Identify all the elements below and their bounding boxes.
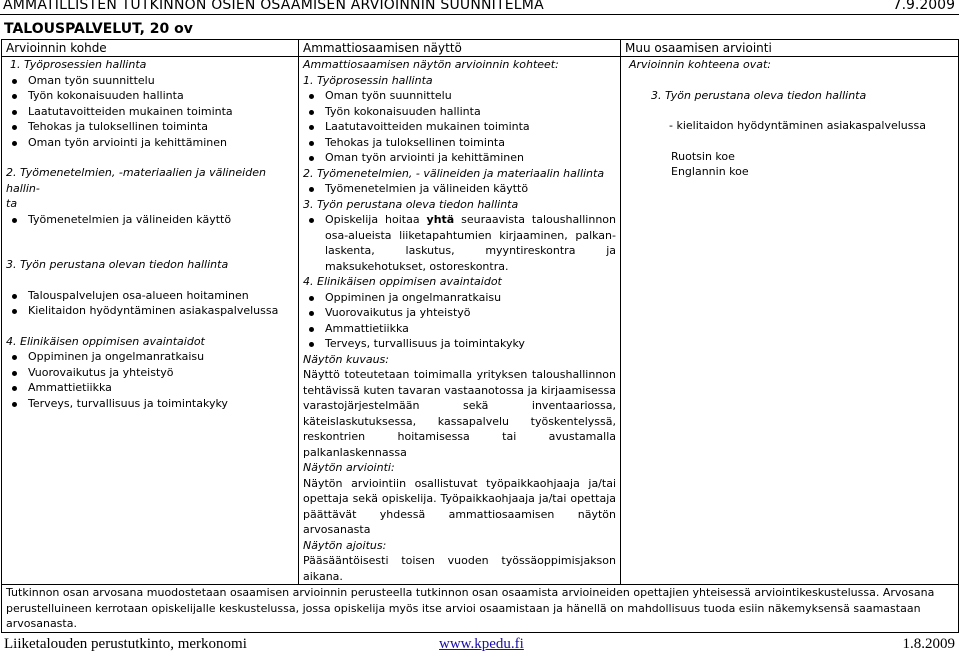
col3-lang1: Ruotsin koe bbox=[671, 149, 735, 163]
col3-intro: Arvioinnin kohteena ovat: bbox=[629, 58, 771, 71]
col1-s1-list bbox=[6, 73, 294, 151]
footer-date: 1.8.2009 bbox=[902, 636, 955, 652]
list-item: Oppiminen ja ongelmanratkaisu bbox=[6, 349, 294, 365]
document-title: AMMATILLISTEN TUTKINNON OSIEN OSAAMISEN ARVIOINNIN SUUNNITELMA bbox=[3, 0, 544, 13]
footer-degree: Liiketalouden perustutkinto, merkonomi bbox=[4, 636, 247, 652]
list-item: Tehokas ja tuloksellinen toiminta bbox=[6, 119, 294, 135]
list-item: Talouspalvelujen osa-alueen hoitaminen bbox=[6, 288, 294, 304]
col2-kuvaus-title: Näytön kuvaus: bbox=[303, 352, 389, 366]
list-item bbox=[303, 212, 616, 274]
col3-item-text: - kielitaidon hyödyntäminen asiakaspalvelussa bbox=[669, 119, 926, 132]
col2-s4-list bbox=[303, 290, 616, 352]
col2-arviointi-title: Näytön arviointi: bbox=[303, 461, 395, 474]
col3-item-title: 3. Työn perustana oleva tiedon hallinta bbox=[651, 88, 867, 102]
col2-s1-list bbox=[303, 88, 616, 166]
s3-item-pre: Opiskelija hoitaa bbox=[325, 213, 427, 226]
list-item: Kielitaidon hyödyntäminen asiakaspalvelussa bbox=[6, 303, 294, 319]
col1-s2-list bbox=[6, 212, 294, 228]
col1-s4-title: 4. Elinikäisen oppimisen avaintaidot bbox=[6, 334, 205, 348]
col-header-kohde: Arvioinnin kohde bbox=[2, 40, 299, 57]
list-item: Vuorovaikutus ja yhteistyö bbox=[6, 365, 294, 381]
list-item: Työn kokonaisuuden hallinta bbox=[6, 88, 294, 104]
col2-ajoitus-text: Pääsääntöisesti toisen vuoden työssäoppimisjakson aikana. bbox=[303, 554, 616, 583]
document-date: 7.9.2009 bbox=[892, 0, 955, 13]
list-item: Työn kokonaisuuden hallinta bbox=[303, 104, 616, 120]
list-item: Oman työn arviointi ja kehittäminen bbox=[6, 135, 294, 151]
list-item: Laatutavoitteiden mukainen toiminta bbox=[303, 119, 616, 135]
col1-cell bbox=[2, 57, 299, 585]
list-item: Oman työn arviointi ja kehittäminen bbox=[303, 150, 616, 166]
list-item: Laatutavoitteiden mukainen toiminta bbox=[6, 104, 294, 120]
list-item: Terveys, turvallisuus ja toimintakyky bbox=[303, 336, 616, 352]
col1-s3-list bbox=[6, 288, 294, 319]
col-header-naytto: Ammattiosaamisen näyttö bbox=[299, 40, 621, 57]
col2-ajoitus-title: Näytön ajoitus: bbox=[303, 538, 387, 552]
col-header-muu: Muu osaamisen arviointi bbox=[621, 40, 959, 57]
col2-s2-list bbox=[303, 181, 616, 197]
col1-s2-title: 2. Työmenetelmien, -materiaalien ja välineiden hallin- bbox=[6, 166, 266, 195]
list-item: Oman työn suunnittelu bbox=[6, 73, 294, 89]
col1-s3-title: 3. Työn perustana olevan tiedon hallinta bbox=[6, 258, 229, 271]
col3-cell bbox=[621, 57, 959, 585]
header-divider bbox=[0, 14, 959, 15]
table-content-row bbox=[2, 57, 959, 585]
col2-s4-title: 4. Elinikäisen oppimisen avaintaidot bbox=[303, 275, 502, 288]
col1-s4-list bbox=[6, 349, 294, 411]
list-item: Ammattietiikka bbox=[6, 380, 294, 396]
col3-lang2: Englannin koe bbox=[671, 165, 749, 178]
col2-cell bbox=[299, 57, 621, 585]
s3-item-post: seuraavista taloushallinnon osa-alueista liiketapahtumien kirjaaminen, palkan-laskenta, laskutus, myyntireskontra ja maksukehotukset, ostoreskontra. bbox=[325, 213, 616, 273]
footer-link[interactable]: www.kpedu.fi bbox=[439, 636, 524, 652]
list-item: Terveys, turvallisuus ja toimintakyky bbox=[6, 396, 294, 412]
list-item: Vuorovaikutus ja yhteistyö bbox=[303, 305, 616, 321]
module-title: TALOUSPALVELUT, 20 ov bbox=[4, 21, 193, 37]
list-item: Tehokas ja tuloksellinen toiminta bbox=[303, 135, 616, 151]
col2-s1-title: 1. Työprosessin hallinta bbox=[303, 73, 433, 87]
col1-s2-title-cont: ta bbox=[6, 197, 18, 210]
col2-s2-title: 2. Työmenetelmien, - välineiden ja materiaalin hallinta bbox=[303, 166, 605, 180]
list-item: Oppiminen ja ongelmanratkaisu bbox=[303, 290, 616, 306]
list-item: Oman työn suunnittelu bbox=[303, 88, 616, 104]
list-item: Työmenetelmien ja välineiden käyttö bbox=[6, 212, 294, 228]
grading-note: Tutkinnon osan arvosana muodostetaan osaamisen arvioinnin perusteella tutkinnon osan osaamista arvioineiden opettajien yhteisessä arviointikeskustelussa. Arvosana perustelluineen kerrotaan opiskelijalle keskustelussa, jossa opiskelija myös itse arvioi osaamistaan ja hänellä on mahdollisuus tuoda esiin näkemyksensä saamastaan arvosanasta. bbox=[2, 585, 959, 633]
col2-s3-title: 3. Työn perustana oleva tiedon hallinta bbox=[303, 197, 519, 211]
col1-s1-title: 1. Työprosessien hallinta bbox=[10, 58, 147, 71]
list-item: Ammattietiikka bbox=[303, 321, 616, 337]
col2-kuvaus-text: Näyttö toteutetaan toimimalla yrityksen taloushallinnon tehtävissä kuten tavaran vastaanotossa ja kirjaamisessa varastojärjestelmään sekä inventaariossa, käteislaskutuksessa, kassapalvelu työskentelyssä, reskontrien hoitamisessa tai avustamalla palkanlaskennassa bbox=[303, 368, 616, 459]
col2-arviointi-text: Näytön arviointiin osallistuvat työpaikkaohjaaja ja/tai opettaja sekä opiskelija. Työpaikkaohjaaja ja/tai opettaja päättävät yhdessä ammattiosaamisen näytön arvosanasta bbox=[303, 476, 616, 536]
table-header-row bbox=[2, 40, 959, 57]
table-note-row bbox=[2, 585, 959, 633]
col2-s3-list bbox=[303, 212, 616, 274]
assessment-table bbox=[1, 39, 959, 633]
s3-item-bold: yhtä bbox=[426, 213, 455, 226]
col2-intro: Ammattiosaamisen näytön arvioinnin kohteet: bbox=[303, 58, 559, 71]
list-item: Työmenetelmien ja välineiden käyttö bbox=[303, 181, 616, 197]
